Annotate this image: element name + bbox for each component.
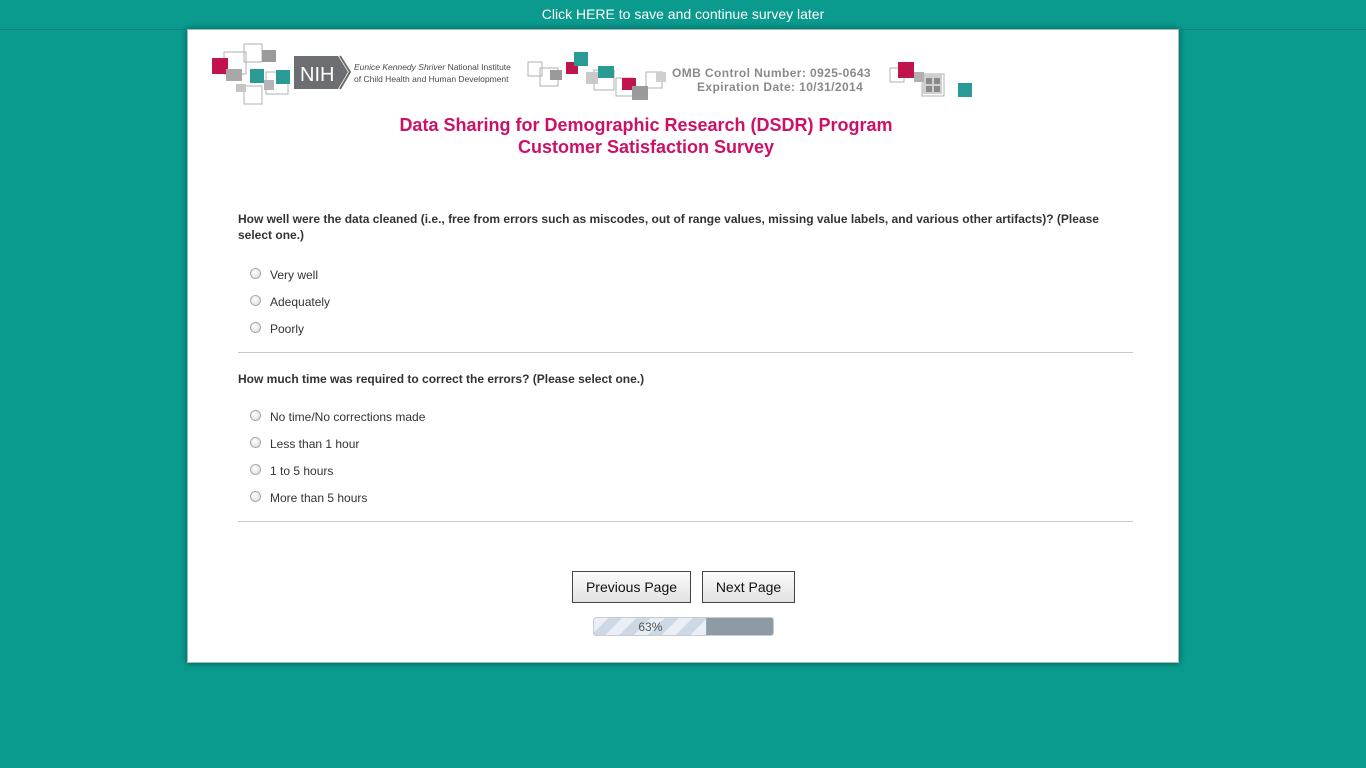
question-divider bbox=[238, 352, 1133, 353]
radio-button[interactable] bbox=[250, 268, 261, 279]
progress-label: 63% bbox=[638, 620, 663, 634]
option-1-to-5-hours[interactable] bbox=[238, 456, 1134, 483]
next-page-button[interactable]: Next Page bbox=[702, 571, 795, 603]
option-label[interactable]: More than 5 hours bbox=[270, 490, 368, 505]
agency-name-line2: of Child Health and Human Development bbox=[354, 74, 509, 84]
question-text: How much time was required to correct the errors? (Please select one.) bbox=[238, 372, 645, 386]
question-text: How well were the data cleaned (i.e., free from errors such as miscodes, out of range values, missing value labels, and various other artifacts)? (Please select one.) bbox=[238, 212, 1099, 242]
option-label[interactable]: 1 to 5 hours bbox=[270, 463, 334, 478]
answer-options bbox=[238, 260, 1134, 341]
decorative-squares-right bbox=[890, 62, 972, 97]
question-divider bbox=[238, 521, 1133, 522]
option-label[interactable]: Very well bbox=[270, 267, 319, 282]
nih-nichd-header-banner bbox=[210, 42, 975, 108]
header-logo-graphic bbox=[210, 42, 975, 108]
question-correction-time bbox=[238, 371, 1134, 522]
decorative-squares-left bbox=[212, 44, 290, 104]
option-very-well[interactable] bbox=[238, 260, 1134, 287]
radio-button[interactable] bbox=[250, 295, 261, 306]
save-later-bar bbox=[0, 0, 1366, 30]
survey-title-line2: Customer Satisfaction Survey bbox=[517, 137, 775, 157]
omb-control-number: OMB Control Number: 0925-0643 bbox=[672, 66, 871, 80]
survey-title-line1: Data Sharing for Demographic Research (DSDR) Program bbox=[399, 115, 893, 135]
option-label[interactable]: No time/No corrections made bbox=[270, 409, 426, 424]
option-poorly[interactable] bbox=[238, 314, 1134, 341]
radio-button[interactable] bbox=[250, 410, 261, 421]
option-adequately[interactable] bbox=[238, 287, 1134, 314]
radio-button[interactable] bbox=[250, 437, 261, 448]
option-label[interactable]: Poorly bbox=[270, 321, 305, 336]
nih-text: NIH bbox=[300, 64, 335, 86]
radio-button[interactable] bbox=[250, 491, 261, 502]
save-later-link[interactable]: Click HERE to save and continue survey later bbox=[541, 6, 825, 22]
option-label[interactable]: Adequately bbox=[270, 294, 331, 309]
survey-title bbox=[188, 114, 1104, 158]
radio-button[interactable] bbox=[250, 464, 261, 475]
answer-options bbox=[238, 402, 1134, 510]
option-more-than-5-hours[interactable] bbox=[238, 483, 1134, 510]
expiration-date: Expiration Date: 10/31/2014 bbox=[697, 80, 864, 94]
question-data-cleaned bbox=[238, 211, 1134, 353]
decorative-squares-middle bbox=[528, 52, 666, 100]
survey-panel bbox=[187, 29, 1179, 663]
option-less-than-1-hour[interactable] bbox=[238, 429, 1134, 456]
agency-name-line1: Eunice Kennedy Shriver National Institute bbox=[354, 62, 511, 72]
option-label[interactable]: Less than 1 hour bbox=[270, 436, 360, 451]
progress-bar bbox=[593, 617, 774, 636]
option-no-time[interactable] bbox=[238, 402, 1134, 429]
radio-button[interactable] bbox=[250, 322, 261, 333]
previous-page-button[interactable]: Previous Page bbox=[572, 571, 691, 603]
nih-logo bbox=[294, 56, 350, 89]
